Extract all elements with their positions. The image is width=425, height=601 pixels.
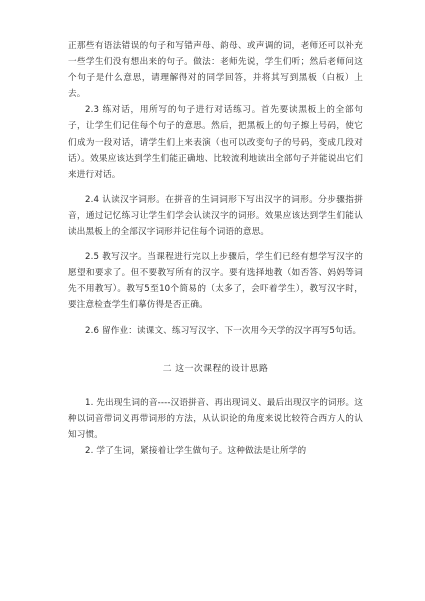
paragraph-2-4: 2.4 认读汉字词形。在拼音的生词词形下写出汉字的词形。分步骤指拼音，通过记忆练习让学生们学会认读汉字的词形。效果应该达到学生们能认读出黑板上的全部汉字词形并记住每个词语的意思。 — [68, 194, 363, 238]
section-heading: 二 这一次课程的设计思路 — [162, 363, 269, 374]
paragraph-design-2: 2. 学了生词，紧接着让学生做句子。这种做法是让所学的 — [85, 445, 307, 456]
paragraph-design-1: 1. 先出现生词的音----汉语拼音、再出现词义、最后出现汉字的词形。这种以词音带词义再带词形的方法，从认识论的角度来说比较符合西方人的认知习惯。 — [68, 397, 363, 440]
paragraph-continuation: 正那些有语法错误的句子和写错声母、韵母、或声调的词，老师还可以补充一些学生们没有想出来的句子。做法：老师先说，学生们听；然后老师问这个句子是什么意思，请理解得对的同学回答，并将其写到黑板（白板）上去。 — [68, 41, 363, 100]
paragraph-2-5: 2.5 教写汉字。当课程进行完以上步骤后，学生们已经有想学写汉字的愿望和要求了。但不要教写所有的汉字。要有选择地教（如否答、妈妈等词先不用教写）。教写5至10个简易的（太多了，会吓着学生），教写汉字时，要注意检查学生们摹仿得是否正确。 — [68, 252, 363, 311]
paragraph-2-3: 2.3 练对话，用所写的句子进行对话练习。首先要读黑板上的全部句子，让学生们记住每个句子的意思。然后，把黑板上的句子擦上号码，使它们成为一段对话，请学生们上来表演（也可以改变句子的号码，变成几段对话）。效果应该达到学生们能正确地、比较流利地读出全部句子并能说出它们来进行对话。 — [68, 105, 363, 180]
paragraph-2-6: 2.6 留作业：读课文、练习写汉字、下一次用今天学的汉字再写5句话。 — [85, 325, 362, 336]
